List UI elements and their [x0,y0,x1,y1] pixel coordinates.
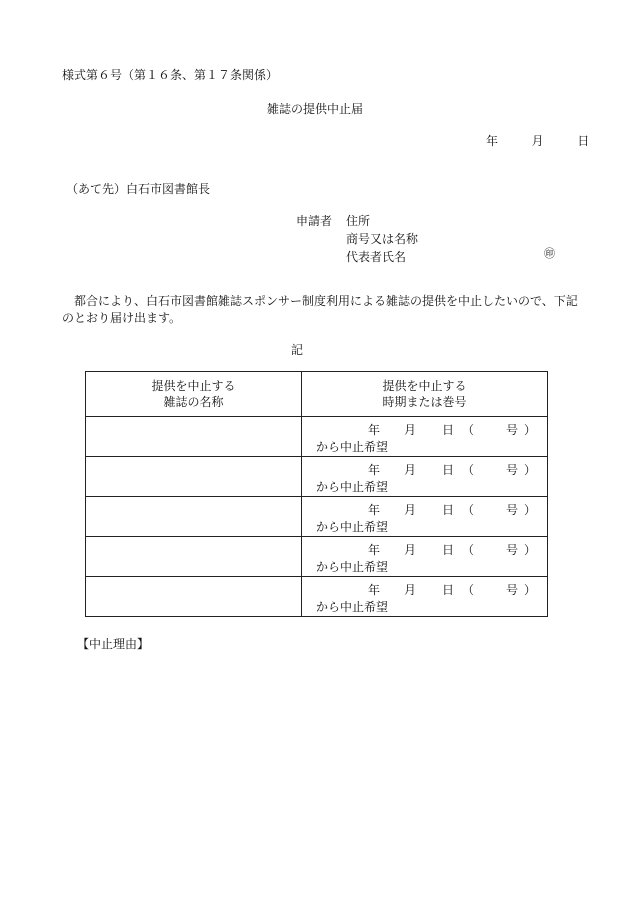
magazine-name-cell[interactable] [86,577,302,617]
magazine-name-cell[interactable] [86,457,302,497]
seal-mark: ㊞ [544,247,555,260]
table-row [86,457,548,497]
header-magazine-name: 提供を中止する 雑誌の名称 [86,372,302,417]
reason-label: 【中止理由】 [77,637,150,651]
table-header-row [86,372,548,417]
applicant-business-name: 商号又は名称 [346,232,419,246]
magazine-name-cell[interactable] [86,497,302,537]
applicant-fields [346,212,418,266]
magazine-name-cell[interactable] [86,537,302,577]
table-row [86,497,548,537]
date-day: 日 [577,134,590,148]
table-row [86,577,548,617]
period-cell[interactable]: 年 月 日 （ 号 ） から中止希望 [302,417,548,457]
date-year: 年 [486,134,499,148]
document-title: 雑誌の提供中止届 [266,102,363,116]
addressee: （あて先）白石市図書館長 [66,182,211,196]
period-cell[interactable]: 年 月 日 （ 号 ） から中止希望 [302,457,548,497]
suspension-table [85,371,548,617]
table-row [86,537,548,577]
period-cell[interactable]: 年 月 日 （ 号 ） から中止希望 [302,577,548,617]
date-month: 月 [531,134,544,148]
period-cell[interactable]: 年 月 日 （ 号 ） から中止希望 [302,537,548,577]
body-text: 都合により、白石市図書館雑誌スポンサー制度利用による雑誌の提供を中止したいので、下記のとおり届け出ます。 [62,294,578,325]
header-period: 提供を中止する 時期または巻号 [302,372,548,417]
table-row [86,417,548,457]
magazine-name-cell[interactable] [86,417,302,457]
date-line [486,132,589,149]
applicant-label: 申請者 [296,214,333,228]
applicant-address: 住所 [346,214,371,228]
ki-heading: 記 [290,343,303,357]
form-number: 様式第６号（第１６条、第１７条関係） [62,68,279,82]
period-cell[interactable]: 年 月 日 （ 号 ） から中止希望 [302,497,548,537]
applicant-representative: 代表者氏名 [346,250,407,264]
